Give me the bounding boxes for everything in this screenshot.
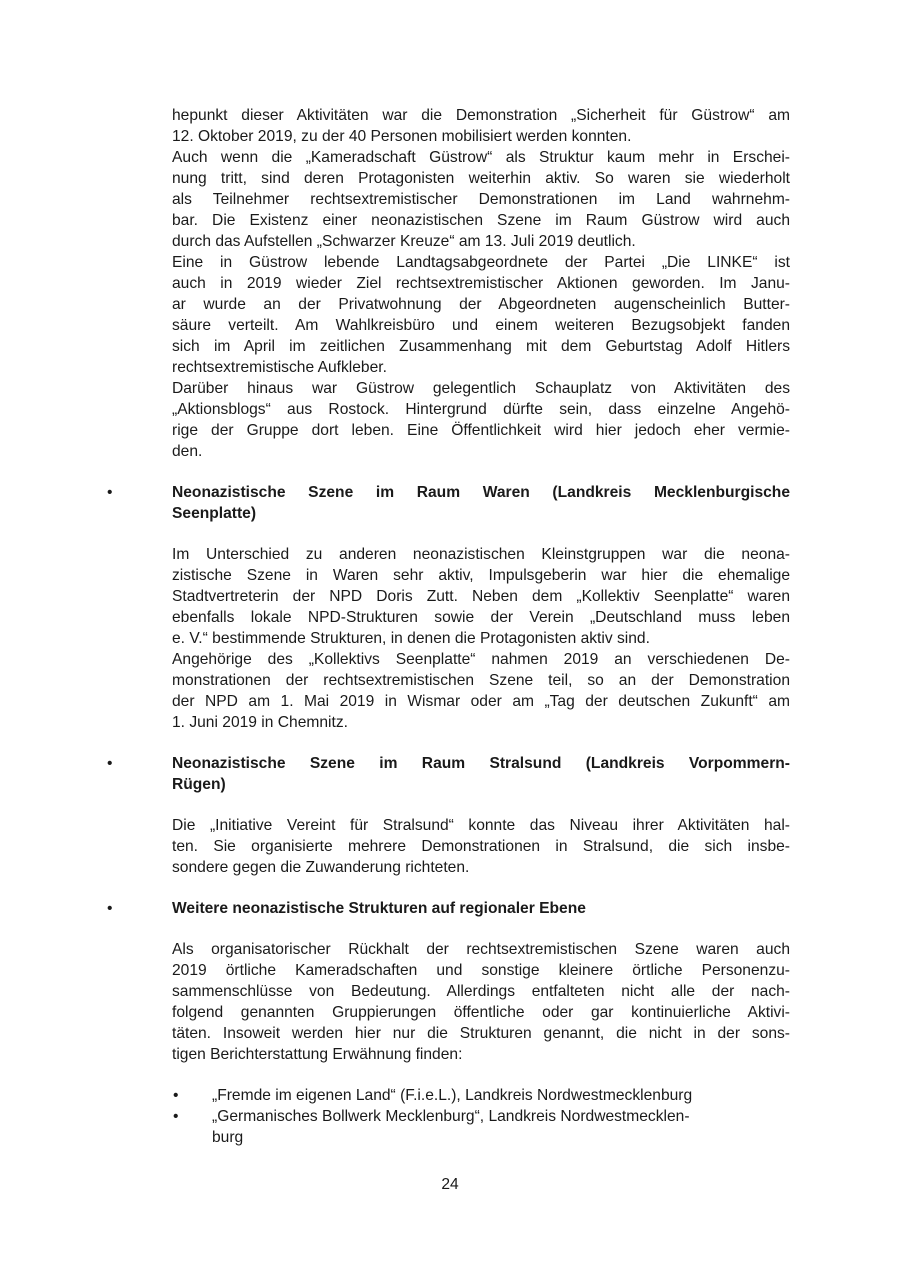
text-line: sondere gegen die Zuwanderung richteten. — [172, 859, 470, 876]
paragraph — [172, 544, 790, 649]
text-line: burg — [212, 1129, 244, 1146]
bullet-icon: • — [173, 1087, 179, 1104]
bullet-icon: • — [107, 755, 113, 772]
text-line: Stadtvertreterin der NPD Doris Zutt. Neben dem „Kollektiv Seenplatte“ waren — [172, 588, 790, 605]
paragraph — [172, 939, 790, 1065]
text-line: „Germanisches Bollwerk Mecklenburg“, Landkreis Nordwestmecklen- — [212, 1108, 690, 1125]
text-line: folgend genannten Gruppierungen öffentliche oder gar kontinuierliche Aktivi- — [172, 1004, 790, 1021]
text-line: „Aktionsblogs“ aus Rostock. Hintergrund dürfte sein, dass einzelne Angehö- — [172, 401, 790, 418]
text-line: auch in 2019 wieder Ziel rechtsextremistischer Aktionen geworden. Im Janu- — [172, 275, 790, 292]
paragraph — [172, 147, 790, 252]
sub-list-item — [173, 1085, 790, 1106]
text-line: der NPD am 1. Mai 2019 in Wismar oder am „Tag der deutschen Zukunft“ am — [172, 693, 790, 710]
bullet-icon: • — [107, 900, 113, 917]
text-line: den. — [172, 443, 203, 460]
text-line: sammenschlüsse von Bedeutung. Allerdings entfalteten nicht alle der nach- — [172, 983, 790, 1000]
text-line: Neonazistische Szene im Raum Waren (Landkreis Mecklenburgische — [172, 484, 790, 501]
paragraph — [172, 252, 790, 378]
text-line: monstrationen der rechtsextremistischen Szene teil, so an der Demonstration — [172, 672, 790, 689]
text-line: ebenfalls lokale NPD-Strukturen sowie der Verein „Deutschland muss leben — [172, 609, 790, 626]
text-line: Seenplatte) — [172, 505, 257, 522]
text-line: nung tritt, sind deren Protagonisten weiterhin aktiv. So waren sie wiederholt — [172, 170, 790, 187]
text-line: durch das Aufstellen „Schwarzer Kreuze“ am 13. Juli 2019 deutlich. — [172, 233, 636, 250]
text-line: als Teilnehmer rechtsextremistischer Demonstrationen im Land wahrnehm- — [172, 191, 790, 208]
paragraph — [172, 649, 790, 733]
text-line: bar. Die Existenz einer neonazistischen Szene im Raum Güstrow wird auch — [172, 212, 790, 229]
text-line: Als organisatorischer Rückhalt der rechtsextremistischen Szene waren auch — [172, 941, 790, 958]
text-line: Darüber hinaus war Güstrow gelegentlich Schauplatz von Aktivitäten des — [172, 380, 790, 397]
paragraph — [172, 105, 790, 147]
text-line: hepunkt dieser Aktivitäten war die Demonstration „Sicherheit für Güstrow“ am — [172, 107, 790, 124]
text-line: rige der Gruppe dort leben. Eine Öffentlichkeit wird hier jedoch eher vermie- — [172, 422, 790, 439]
text-line: Weitere neonazistische Strukturen auf regionaler Ebene — [172, 900, 586, 917]
bullet-heading — [107, 482, 790, 524]
sub-list-item — [173, 1106, 790, 1148]
bullet-heading — [107, 753, 790, 795]
bullet-heading — [107, 898, 790, 919]
bullet-icon: • — [107, 484, 113, 501]
text-line: 12. Oktober 2019, zu der 40 Personen mobilisiert werden konnten. — [172, 128, 632, 145]
text-line: ten. Sie organisierte mehrere Demonstrationen in Stralsund, die sich insbe- — [172, 838, 790, 855]
text-line: Im Unterschied zu anderen neonazistischen Kleinstgruppen war die neona- — [172, 546, 790, 563]
text-line: zistische Szene in Waren sehr aktiv, Impulsgeberin war hier die ehemalige — [172, 567, 790, 584]
page-content — [107, 105, 790, 1148]
text-line: Angehörige des „Kollektivs Seenplatte“ nahmen 2019 an verschiedenen De- — [172, 651, 790, 668]
text-line: Auch wenn die „Kameradschaft Güstrow“ als Struktur kaum mehr in Erschei- — [172, 149, 790, 166]
text-line: „Fremde im eigenen Land“ (F.i.e.L.), Landkreis Nordwestmecklenburg — [212, 1087, 693, 1104]
paragraph — [172, 378, 790, 462]
text-line: Neonazistische Szene im Raum Stralsund (Landkreis Vorpommern- — [172, 755, 790, 772]
text-line: tigen Berichterstattung Erwähnung finden: — [172, 1046, 463, 1063]
text-line: Eine in Güstrow lebende Landtagsabgeordnete der Partei „Die LINKE“ ist — [172, 254, 790, 271]
text-line: rechtsextremistische Aufkleber. — [172, 359, 387, 376]
text-line: Rügen) — [172, 776, 226, 793]
paragraph — [172, 815, 790, 878]
text-line: 2019 örtliche Kameradschaften und sonstige kleinere örtliche Personenzu- — [172, 962, 790, 979]
text-line: säure verteilt. Am Wahlkreisbüro und einem weiteren Bezugsobjekt fanden — [172, 317, 790, 334]
text-line: Die „Initiative Vereint für Stralsund“ konnte das Niveau ihrer Aktivitäten hal- — [172, 817, 790, 834]
text-line: sich im April im zeitlichen Zusammenhang mit dem Geburtstag Adolf Hitlers — [172, 338, 790, 355]
bullet-icon: • — [173, 1108, 179, 1125]
text-line: ar wurde an der Privatwohnung der Abgeordneten augenscheinlich Butter- — [172, 296, 790, 313]
page-number: 24 — [441, 1176, 459, 1193]
text-line: täten. Insoweit werden hier nur die Strukturen genannt, die nicht in der sons- — [172, 1025, 790, 1042]
text-line: 1. Juni 2019 in Chemnitz. — [172, 714, 348, 731]
text-line: e. V.“ bestimmende Strukturen, in denen die Protagonisten aktiv sind. — [172, 630, 650, 647]
